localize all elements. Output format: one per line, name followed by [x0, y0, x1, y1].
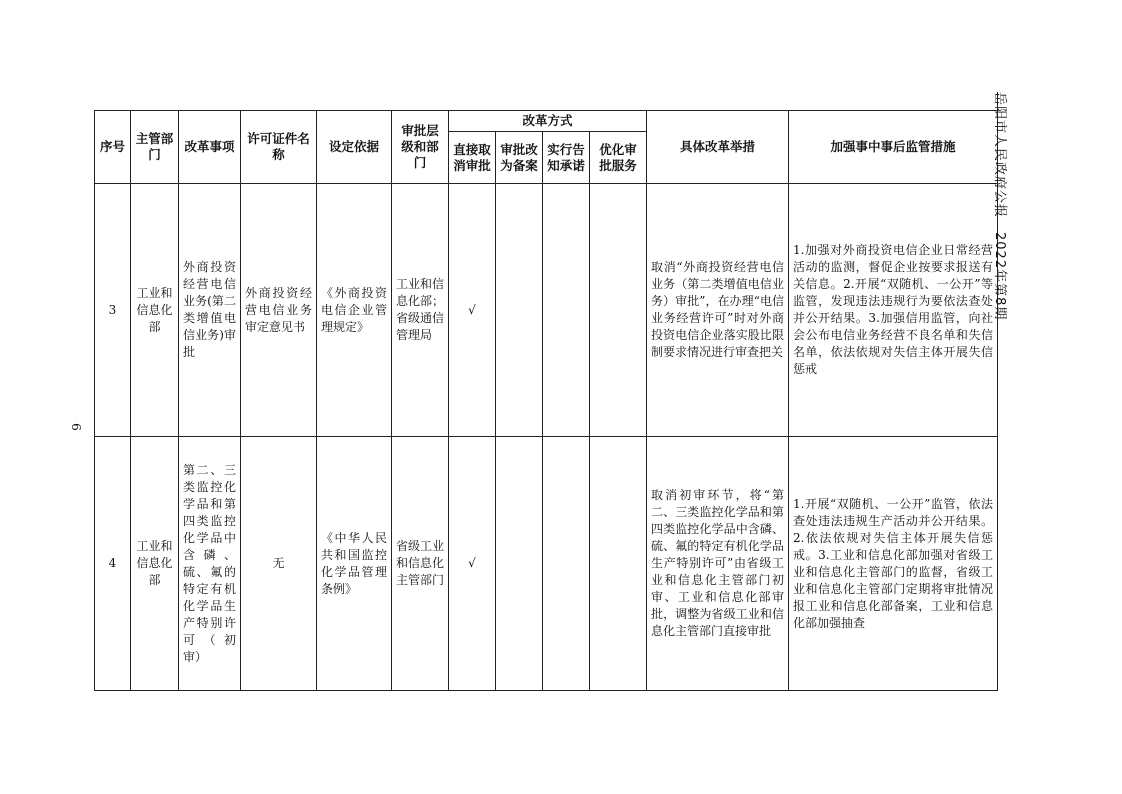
cell-dept: 工业和信息化部 — [131, 437, 179, 691]
header-m2: 审批改为备案 — [496, 132, 543, 184]
header-m1: 直接取消审批 — [449, 132, 496, 184]
cell-dept: 工业和信息化部 — [131, 184, 179, 437]
header-item: 改革事项 — [179, 111, 241, 184]
cell-m2 — [496, 437, 543, 691]
cell-m3 — [543, 184, 590, 437]
cell-supervision: 1.开展“双随机、一公开”监管，依法查处违法违规生产活动并公开结果。2.依法依规对失信主体开展失信惩戒。3.工业和信息化部加强对省级工业和信息化主管部门的监督，省级工业和信息化主管部门定期将审批情况报工业和信息化部备案，工业和信息化部加强抽查 — [789, 437, 998, 691]
header-basis: 设定依据 — [317, 111, 392, 184]
cell-level: 工业和信息化部；省级通信管理局 — [392, 184, 449, 437]
header-supervision: 加强事中事后监管措施 — [789, 111, 998, 184]
cell-m4 — [590, 184, 647, 437]
header-method: 改革方式 — [449, 111, 647, 132]
cell-m3 — [543, 437, 590, 691]
cell-m4 — [590, 437, 647, 691]
cell-item: 第二、三类监控化学品和第四类监控化学品中含磷、硫、氟的特定有机化学品生产特别许可（初审） — [179, 437, 241, 691]
cell-level: 省级工业和信息化主管部门 — [392, 437, 449, 691]
cell-supervision: 1.加强对外商投资电信企业日常经营活动的监测，督促企业按要求报送有关信息。2.开展“双随机、一公开”等监管，发现违法违规行为要依法查处并公开结果。3.加强信用监管，向社会公布电信业务经营不良名单和失信名单，依法依规对失信主体开展失信惩戒 — [789, 184, 998, 437]
header-row-1 — [95, 111, 998, 132]
header-m4: 优化审批服务 — [590, 132, 647, 184]
table-row — [95, 437, 998, 691]
cell-m2 — [496, 184, 543, 437]
header-level: 审批层级和部门 — [392, 111, 449, 184]
cell-license: 无 — [241, 437, 317, 691]
journal-title-text: 岳阳市人民政府公报 2022年第8期 — [992, 92, 1007, 321]
header-dept: 主管部门 — [131, 111, 179, 184]
page-number: 6 — [68, 423, 83, 431]
cell-basis: 《外商投资电信企业管理规定》 — [317, 184, 392, 437]
header-seq: 序号 — [95, 111, 131, 184]
cell-m1: √ — [449, 184, 496, 437]
header-measures: 具体改革举措 — [647, 111, 789, 184]
cell-seq: 4 — [95, 437, 131, 691]
cell-seq: 3 — [95, 184, 131, 437]
header-license: 许可证件名称 — [241, 111, 317, 184]
header-m3: 实行告知承诺 — [543, 132, 590, 184]
table-row — [95, 184, 998, 437]
reform-table — [94, 110, 998, 691]
cell-item: 外商投资经营电信业务(第二类增值电信业务)审批 — [179, 184, 241, 437]
cell-m1: √ — [449, 437, 496, 691]
cell-basis: 《中华人民共和国监控化学品管理条例》 — [317, 437, 392, 691]
cell-measures: 取消初审环节，将“第二、三类监控化学品和第四类监控化学品中含磷、硫、氟的特定有机化学品生产特别许可”由省级工业和信息化主管部门初审、工业和信息化部审批，调整为省级工业和信息化主管部门直接审批 — [647, 437, 789, 691]
cell-measures: 取消“外商投资经营电信业务（第二类增值电信业务）审批”，在办理“电信业务经营许可”时对外商投资电信企业落实股比限制要求情况进行审查把关 — [647, 184, 789, 437]
cell-license: 外商投资经营电信业务审定意见书 — [241, 184, 317, 437]
